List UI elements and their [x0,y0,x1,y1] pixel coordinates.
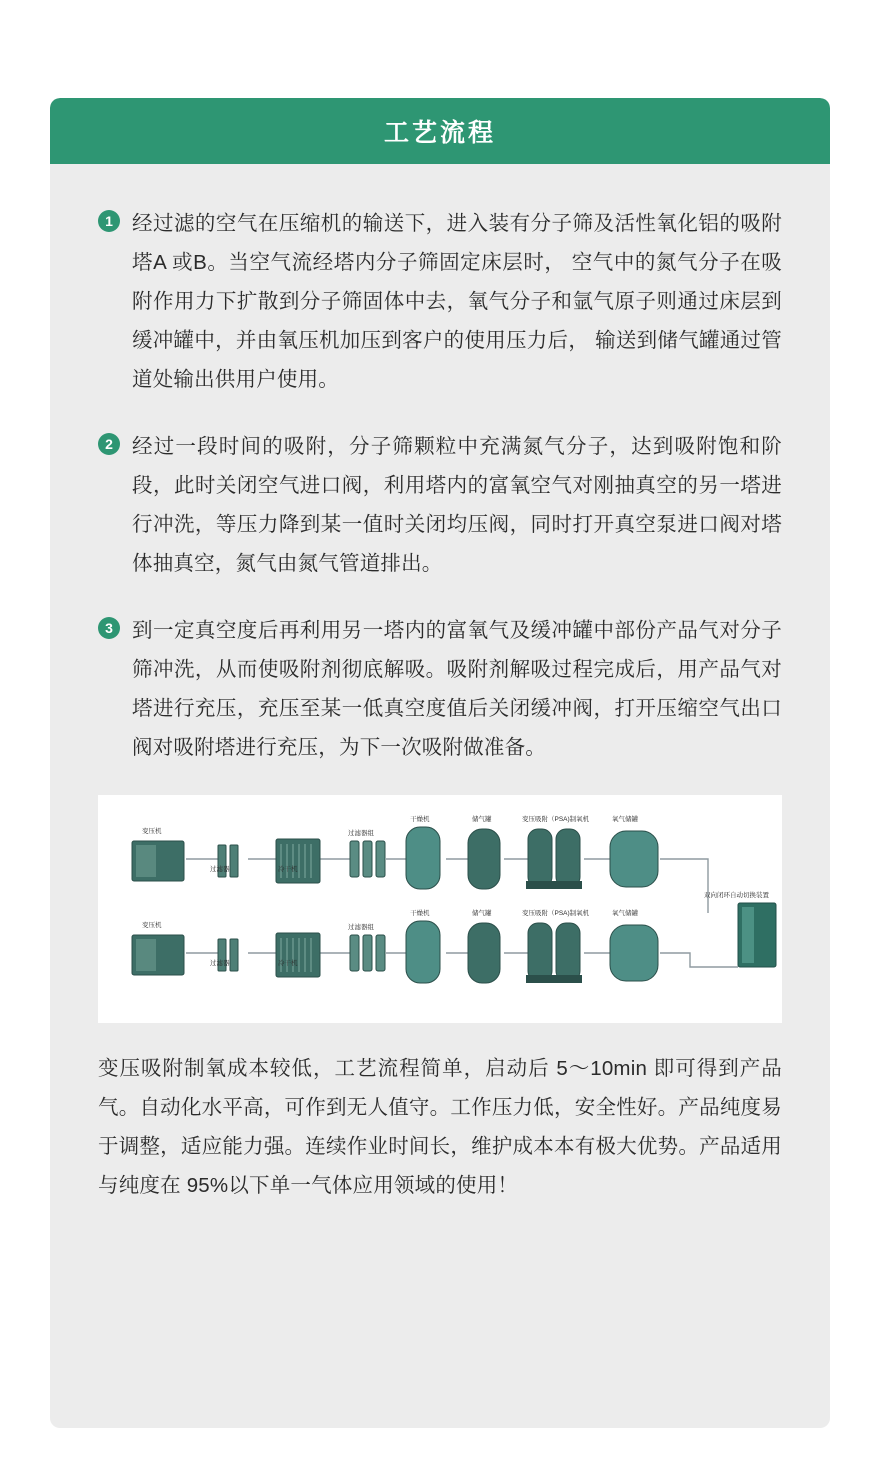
step-text: 经过一段时间的吸附，分子筛颗粒中充满氮气分子，达到吸附饱和阶段，此时关闭空气进口阀，利用塔内的富氧空气对刚抽真空的另一塔进行冲洗，等压力降到某一值时关闭均压阀，同时打开真空泵进口阀对塔体抽真空，氮气由氮气管道排出。 [132,435,782,575]
step-number-badge: 2 [98,433,120,455]
svg-text:变压机: 变压机 [142,828,162,835]
svg-text:氧气储罐: 氧气储罐 [612,816,638,823]
svg-text:储气罐: 储气罐 [472,910,492,917]
step-number-badge: 3 [98,617,120,639]
svg-text:冷干机: 冷干机 [278,960,298,967]
svg-text:双向闭环自动切换装置: 双向闭环自动切换装置 [704,892,769,899]
list-item [98,204,782,399]
svg-text:干燥机: 干燥机 [410,910,430,917]
process-flow-diagram [98,795,782,1023]
summary-text: 变压吸附制氧成本较低，工艺流程简单，启动后 5～10min 即可得到产品气。自动化水平高，可作到无人值守。工作压力低，安全性好。产品纯度易于调整，适应能力强。连续作业时间长，维护成本本有极大优势。产品适用与纯度在 95%以下单一气体应用领域的使用！ [98,1057,782,1197]
process-flow-diagram-svg [98,795,782,1023]
svg-text:过滤器组: 过滤器组 [348,924,374,931]
list-item [98,427,782,583]
step-text: 经过滤的空气在压缩机的输送下，进入装有分子筛及活性氧化铝的吸附塔A 或B。当空气流经塔内分子筛固定床层时， 空气中的氮气分子在吸附作用力下扩散到分子筛固体中去，氧气分子和氩气原子则通过床层到缓冲罐中，并由氧压机加压到客户的使用压力后， 输送到储气罐通过管道处输出供用户使用。 [132,212,782,391]
svg-text:变压吸附（PSA)制氧机: 变压吸附（PSA)制氧机 [522,910,590,917]
svg-text:过滤器组: 过滤器组 [348,830,374,837]
svg-text:变压机: 变压机 [142,922,162,929]
svg-text:冷干机: 冷干机 [278,866,298,873]
svg-text:过滤器: 过滤器 [210,866,230,873]
svg-text:变压吸附（PSA)制氧机: 变压吸附（PSA)制氧机 [522,816,590,823]
svg-text:过滤器: 过滤器 [210,960,230,967]
card-body [50,164,830,1245]
page-title: 工艺流程 [383,119,496,147]
step-text: 到一定真空度后再利用另一塔内的富氧气及缓冲罐中部份产品气对分子筛冲洗，从而使吸附剂彻底解吸。吸附剂解吸过程完成后，用产品气对塔进行充压，充压至某一低真空度值后关闭缓冲阀，打开压缩空气出口阀对吸附塔进行充压，为下一次吸附做准备。 [132,619,782,759]
step-number-badge: 1 [98,210,120,232]
card-header [50,98,830,164]
svg-text:氧气储罐: 氧气储罐 [612,910,638,917]
svg-text:干燥机: 干燥机 [410,816,430,823]
svg-text:储气罐: 储气罐 [472,816,492,823]
process-flow-card [50,98,830,1428]
list-item [98,611,782,767]
